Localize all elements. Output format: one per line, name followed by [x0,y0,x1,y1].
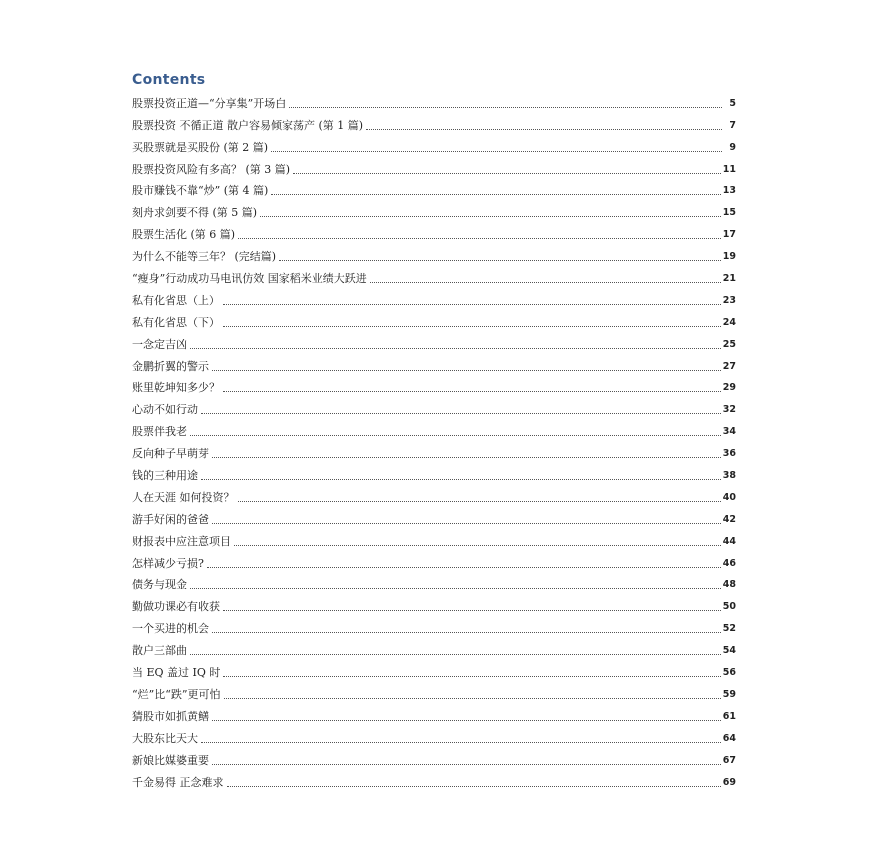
toc-entry[interactable] [132,571,736,593]
toc-entry[interactable] [132,746,736,768]
toc-entry[interactable] [132,111,736,133]
toc-entry[interactable] [132,505,736,527]
toc-dot-leader [212,523,721,524]
toc-entry[interactable] [132,177,736,199]
toc-entry-page-number: 29 [722,382,736,394]
toc-entry[interactable] [132,242,736,264]
toc-entry-page-number: 13 [722,185,736,197]
toc-dot-leader [201,413,721,414]
toc-entry[interactable] [132,374,736,396]
toc-entry[interactable] [132,155,736,177]
toc-dot-leader [190,435,721,436]
toc-dot-leader [190,348,721,349]
toc-entry-label: 股票投资正道—“分享集”开场白 [132,96,287,110]
toc-dot-leader [212,457,721,458]
toc-entry[interactable] [132,439,736,461]
toc-entry[interactable] [132,198,736,220]
toc-entry[interactable] [132,286,736,308]
toc-entry[interactable] [132,636,736,658]
toc-entry[interactable] [132,461,736,483]
toc-entry-label: 勤做功课必有收获 [132,600,220,614]
toc-entry-page-number: 42 [722,513,736,525]
toc-dot-leader [370,282,721,283]
toc-entry-label: 财报表中应注意项目 [132,534,231,548]
toc-entry-page-number: 21 [722,273,736,285]
toc-entry-page-number: 54 [722,645,736,657]
toc-dot-leader [260,216,721,217]
toc-entry[interactable] [132,680,736,702]
toc-title: Contents [132,72,206,88]
toc-entry-page-number: 52 [722,623,736,635]
toc-dot-leader [271,194,720,195]
toc-entry[interactable] [132,702,736,724]
toc-entry-page-number: 15 [722,207,736,219]
toc-entry[interactable] [132,417,736,439]
toc-entry[interactable] [132,330,736,352]
toc-entry-label: 人在天涯 如何投资？ [132,490,235,504]
toc-dot-leader [223,326,721,327]
toc-entry-label: 猜股市如抓黄鳝 [132,709,209,723]
toc-entry[interactable] [132,220,736,242]
toc-dot-leader [212,370,721,371]
toc-dot-leader [190,654,721,655]
toc-entry-label: 金鹏折翼的警示 [132,359,209,373]
toc-entry-page-number: 32 [722,404,736,416]
toc-entry-label: 私有化省思（下） [132,315,220,329]
toc-entry-page-number: 40 [722,491,736,503]
toc-entry-page-number: 25 [722,338,736,350]
toc-entry-label: “烂”比“跌”更可怕 [132,687,221,701]
toc-entry-label: 股票生活化 (第 6 篇) [132,228,236,242]
toc-entry-label: 一念定吉凶 [132,337,187,351]
toc-entry[interactable] [132,89,736,111]
toc-entry[interactable] [132,549,736,571]
toc-entry-label: 当 EQ 盖过 IQ 时 [132,666,221,680]
toc-dot-leader [234,545,721,546]
toc-dot-leader [279,260,721,261]
toc-entry-label: 散户三部曲 [132,644,187,658]
toc-dot-leader [271,151,722,152]
toc-entry-label: 为什么不能等三年？ (完结篇) [132,250,277,264]
toc-entry-page-number: 48 [722,579,736,591]
toc-entry-label: 股票投资风险有多高？ (第 3 篇) [132,162,291,176]
toc-entry-label: 债务与现金 [132,578,187,592]
toc-entry[interactable] [132,308,736,330]
toc-entry-label: 股票投资 不循正道 散户容易倾家荡产 (第 1 篇) [132,118,364,132]
toc-entry-page-number: 36 [722,448,736,460]
toc-entry-label: 股票伴我老 [132,425,187,439]
toc-entry-label: 大股东比天大 [132,731,198,745]
toc-entry[interactable] [132,724,736,746]
toc-entry[interactable] [132,658,736,680]
toc-entry-label: 一个买进的机会 [132,622,209,636]
toc-entry-page-number: 56 [722,667,736,679]
toc-dot-leader [201,479,721,480]
toc-entry-page-number: 23 [722,294,736,306]
toc-entry-label: “瘦身”行动成功马电讯仿效 国家稻米业绩大跃进 [132,272,367,286]
toc-dot-leader [227,786,721,787]
toc-entry-label: 股市赚钱不靠“炒” (第 4 篇) [132,184,269,198]
toc-entry-page-number: 59 [722,688,736,700]
toc-entry-page-number: 38 [722,470,736,482]
toc-entry-page-number: 61 [722,710,736,722]
toc-entry-label: 私有化省思（上） [132,293,220,307]
toc-dot-leader [207,567,721,568]
toc-entry-page-number: 67 [722,754,736,766]
toc-entry-page-number: 69 [722,776,736,788]
toc-dot-leader [223,610,721,611]
toc-list [132,89,736,790]
toc-entry-label: 反向种子早萌芽 [132,447,209,461]
toc-entry-page-number: 46 [722,557,736,569]
toc-entry-label: 钱的三种用途 [132,469,198,483]
toc-entry-page-number: 19 [722,251,736,263]
toc-entry-label: 千金易得 正念难求 [132,775,224,789]
toc-entry[interactable] [132,483,736,505]
toc-dot-leader [289,107,722,108]
toc-dot-leader [190,588,721,589]
toc-entry[interactable] [132,264,736,286]
toc-entry-page-number: 9 [729,141,736,153]
toc-entry[interactable] [132,352,736,374]
toc-entry[interactable] [132,395,736,417]
document-page [132,72,736,790]
toc-entry[interactable] [132,527,736,549]
toc-entry[interactable] [132,768,736,790]
toc-entry-label: 买股票就是买股份 (第 2 篇) [132,140,269,154]
toc-entry-page-number: 5 [729,97,736,109]
toc-dot-leader [223,304,721,305]
toc-dot-leader [212,632,721,633]
toc-dot-leader [238,238,721,239]
toc-entry-page-number: 17 [722,229,736,241]
toc-entry-label: 怎样减少亏损? [132,556,204,570]
toc-entry-page-number: 44 [722,535,736,547]
toc-dot-leader [223,391,721,392]
toc-entry-label: 刻舟求剑要不得 (第 5 篇) [132,206,258,220]
toc-entry[interactable] [132,592,736,614]
toc-entry-label: 游手好闲的爸爸 [132,512,209,526]
toc-entry-page-number: 34 [722,426,736,438]
toc-entry-page-number: 27 [722,360,736,372]
toc-dot-leader [366,129,722,130]
toc-entry-label: 心动不如行动 [132,403,198,417]
toc-dot-leader [212,764,721,765]
toc-entry-label: 新娘比媒婆重要 [132,753,209,767]
toc-entry[interactable] [132,133,736,155]
toc-dot-leader [212,720,721,721]
toc-entry-page-number: 11 [722,163,736,175]
toc-dot-leader [223,676,720,677]
toc-dot-leader [224,698,721,699]
toc-entry-page-number: 50 [722,601,736,613]
toc-dot-leader [238,501,721,502]
toc-dot-leader [293,173,721,174]
toc-entry-page-number: 64 [722,732,736,744]
toc-entry[interactable] [132,614,736,636]
toc-entry-label: 账里乾坤知多少？ [132,381,220,395]
toc-entry-page-number: 24 [722,316,736,328]
toc-dot-leader [201,742,721,743]
toc-entry-page-number: 7 [729,119,736,131]
